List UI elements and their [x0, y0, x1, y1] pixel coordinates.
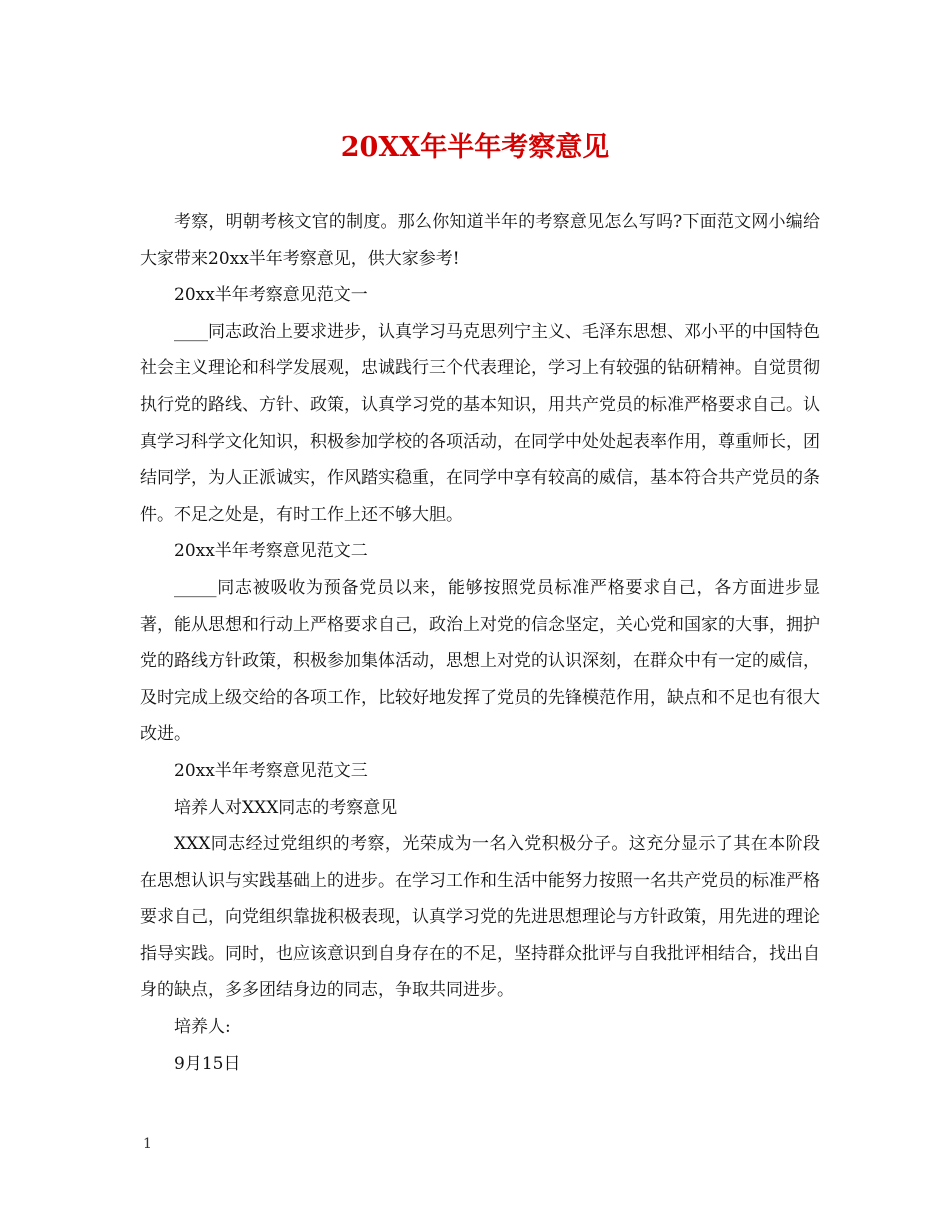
signature-label: 培养人: [174, 1017, 231, 1038]
sample-paragraph-1: ____同志政治上要求进步，认真学习马克思列宁主义、毛泽东思想、邓小平的中国特色社会主义理论和科学发展观，忠诚践行三个代表理论，学习上有较强的钻研精神。自觉贯彻执行党的路线、方针、政策，认真学习党的基本知识，用共产党员的标准严格要求自己。认真学习科学文化知识，积极参加学校的各项活动，在同学中处处起表率作用，尊重师长，团结同学，为人正派诚实，作风踏实稳重，在同学中享有较高的威信，基本符合共产党员的条件。不足之处是，有时工作上还不够大胆。 [140, 321, 820, 525]
page-number: 1 [143, 1136, 152, 1152]
sample-paragraph-3: XXX同志经过党组织的考察，光荣成为一名入党积极分子。这充分显示了其在本阶段在思想认识与实践基础上的进步。在学习工作和生活中能努力按照一名共产党员的标准严格要求自己，向党组织靠拢积极表现，认真学习党的先进思想理论与方针政策，用先进的理论指导实践。同时，也应该意识到自身存在的不足，坚持群众批评与自我批评相结合，找出自身的缺点，多多团结身边的同志，争取共同进步。 [140, 834, 820, 1001]
intro-paragraph: 考察，明朝考核文官的制度。那么你知道半年的考察意见怎么写吗?下面范文网小编给大家带来20xx半年考察意见，供大家参考! [140, 212, 820, 269]
section-heading-3: 20xx半年考察意见范文三 [174, 760, 368, 781]
section-heading-2: 20xx半年考察意见范文二 [174, 541, 368, 562]
sample-subtitle-3: 培养人对XXX同志的考察意见 [174, 797, 398, 818]
section-heading-1: 20xx半年考察意见范文一 [174, 285, 368, 306]
document-title: 20XX年半年考察意见 [340, 132, 610, 163]
signature-date: 9月15日 [174, 1053, 241, 1074]
sample-paragraph-2: _____同志被吸收为预备党员以来，能够按照党员标准严格要求自己，各方面进步显著，能从思想和行动上严格要求自己，政治上对党的信念坚定，关心党和国家的大事，拥护党的路线方针政策，积极参加集体活动，思想上对党的认识深刻，在群众中有一定的威信，及时完成上级交给的各项工作，比较好地发挥了党员的先锋模范作用，缺点和不足也有很大改进。 [140, 577, 820, 745]
document-body [140, 204, 820, 1082]
